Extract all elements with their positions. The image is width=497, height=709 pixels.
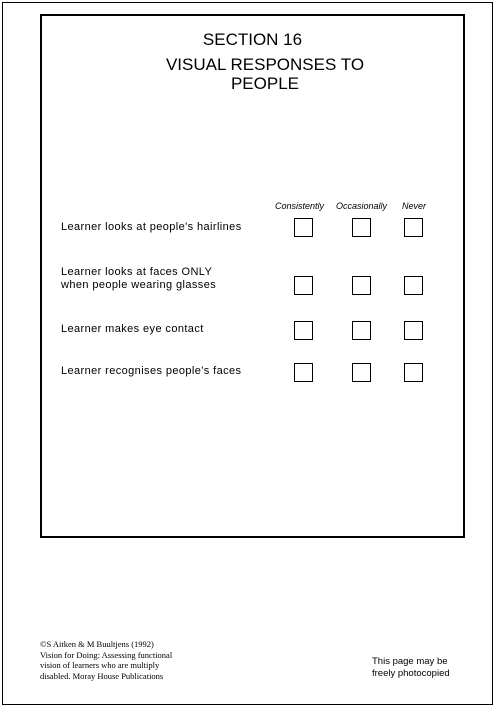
row-label-line: Learner looks at faces ONLY bbox=[61, 266, 213, 278]
checkbox-hairlines-occasionally[interactable] bbox=[352, 218, 371, 237]
photocopy-note-line: This page may be bbox=[372, 656, 448, 667]
column-header-consistently: Consistently bbox=[275, 201, 325, 211]
row-label-line: Learner looks at people's hairlines bbox=[61, 221, 242, 233]
checkbox-hairlines-never[interactable] bbox=[404, 218, 423, 237]
checkbox-hairlines-consistently[interactable] bbox=[294, 218, 313, 237]
column-header-occasionally: Occasionally bbox=[336, 201, 388, 211]
checkbox-recognises-faces-consistently[interactable] bbox=[294, 363, 313, 382]
copyright-line: Vision for Doing: Assessing functional bbox=[40, 649, 173, 660]
copyright-line: ©S Aitken & M Buultjens (1992) bbox=[40, 639, 154, 649]
checkbox-faces-glasses-occasionally[interactable] bbox=[352, 276, 371, 295]
row-label-recognises-faces bbox=[61, 365, 241, 378]
row-label-line: Learner recognises people's faces bbox=[61, 365, 242, 377]
copyright-line: vision of learners who are multiply bbox=[40, 660, 160, 670]
checkbox-faces-glasses-never[interactable] bbox=[404, 276, 423, 295]
section-title-line-1: VISUAL RESPONSES TO bbox=[165, 55, 365, 74]
section-title bbox=[100, 55, 430, 93]
checkbox-faces-glasses-consistently[interactable] bbox=[294, 276, 313, 295]
checkbox-eye-contact-occasionally[interactable] bbox=[352, 321, 371, 340]
row-label-line: Learner makes eye contact bbox=[61, 323, 204, 335]
row-label-faces-glasses bbox=[61, 266, 216, 292]
row-label-hairlines bbox=[61, 221, 242, 234]
checkbox-eye-contact-consistently[interactable] bbox=[294, 321, 313, 340]
column-header-never: Never bbox=[402, 201, 427, 211]
copyright-notice bbox=[40, 639, 172, 681]
row-label-line: when people wearing glasses bbox=[61, 279, 217, 291]
checkbox-eye-contact-never[interactable] bbox=[404, 321, 423, 340]
copyright-line: disabled. Moray House Publications bbox=[40, 670, 164, 681]
section-heading: SECTION 16 bbox=[202, 30, 303, 49]
checkbox-recognises-faces-never[interactable] bbox=[404, 363, 423, 382]
checkbox-recognises-faces-occasionally[interactable] bbox=[352, 363, 371, 382]
photocopy-note-line: freely photocopied bbox=[372, 668, 450, 679]
row-label-eye-contact bbox=[61, 323, 204, 336]
section-title-line-2: PEOPLE bbox=[230, 74, 300, 93]
photocopy-note bbox=[372, 656, 450, 680]
